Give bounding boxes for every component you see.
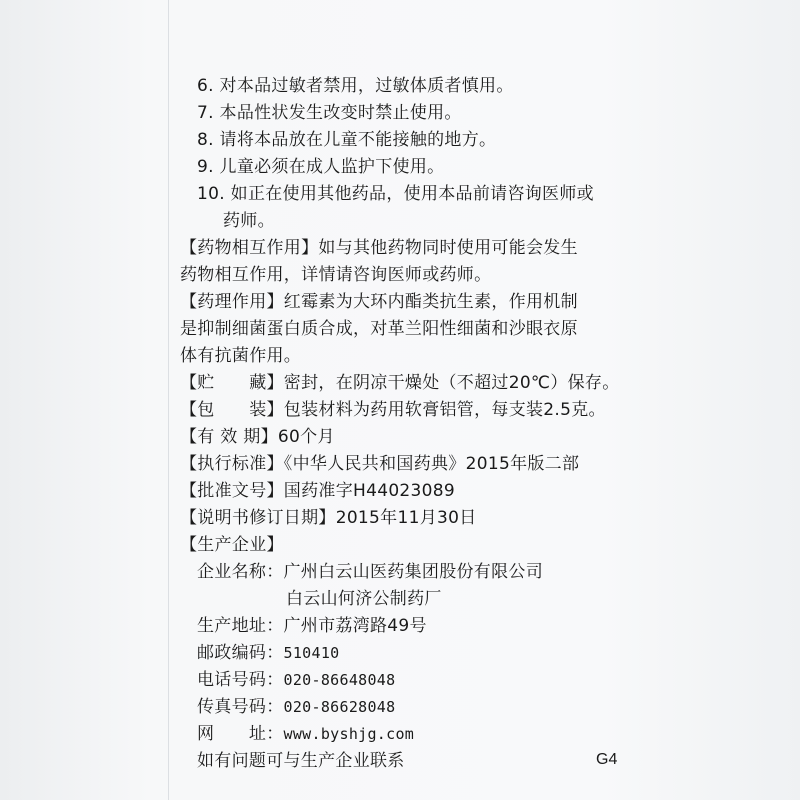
warning-item-10-line1: 10. 如正在使用其他药品，使用本品前请咨询医师或 [197, 184, 594, 204]
manufacturer-web-value: www.byshjg.com [283, 725, 415, 743]
manufacturer-postcode-label: 邮政编码： [197, 643, 284, 663]
pharmacology-line3: 体有抗菌作用。 [180, 346, 302, 366]
manufacturer-web-row [197, 722, 414, 746]
validity: 【有 效 期】60个月 [180, 427, 335, 447]
manufacturer-address-row [197, 614, 427, 638]
revision-date: 【说明书修订日期】2015年11月30日 [180, 508, 477, 528]
pharmacology-line1: 【药理作用】红霉素为大环内酯类抗生素，作用机制 [180, 292, 578, 312]
contact-note: 如有问题可与生产企业联系 [197, 751, 405, 771]
manufacturer-fax-value: 020-86628048 [283, 698, 396, 716]
manufacturer-address-value: 广州市荔湾路49号 [283, 616, 427, 636]
storage: 【贮 藏】密封，在阴凉干燥处（不超过20℃）保存。 [180, 373, 620, 393]
page-code: G4 [596, 751, 618, 768]
manufacturer-name-row [197, 560, 543, 584]
interactions-line1: 【药物相互作用】如与其他药物同时使用可能会发生 [180, 238, 578, 258]
manufacturer-name-label: 企业名称： [197, 562, 284, 582]
warning-item-9: 9. 儿童必须在成人监护下使用。 [197, 157, 445, 177]
manufacturer-postcode-row [197, 641, 340, 665]
standard: 【执行标准】《中华人民共和国药典》2015年版二部 [180, 454, 580, 474]
manufacturer-phone-row [197, 668, 395, 692]
manufacturer-name-value1: 广州白云山医药集团股份有限公司 [283, 562, 543, 582]
manufacturer-phone-label: 电话号码： [197, 670, 284, 690]
manufacturer-fax-label: 传真号码： [197, 697, 284, 717]
interactions-line2: 药物相互作用，详情请咨询医师或药师。 [180, 265, 492, 285]
manufacturer-phone-value: 020-86648048 [283, 671, 396, 689]
manufacturer-address-label: 生产地址： [197, 616, 284, 636]
packaging: 【包 装】包装材料为药用软膏铝管，每支装2.5克。 [180, 400, 606, 420]
pharmacology-line2: 是抑制细菌蛋白质合成，对革兰阳性细菌和沙眼衣原 [180, 319, 578, 339]
approval-number: 【批准文号】国药准字H44023089 [180, 481, 456, 501]
manufacturer-web-label: 网 址： [197, 724, 284, 744]
warning-item-10-line2: 药师。 [223, 211, 275, 231]
manufacturer-postcode-value: 510410 [283, 644, 340, 662]
warning-item-8: 8. 请将本品放在儿童不能接触的地方。 [197, 130, 497, 150]
warning-item-6: 6. 对本品过敏者禁用，过敏体质者慎用。 [197, 76, 514, 96]
manufacturer-name-value2: 白云山何济公制药厂 [286, 589, 442, 609]
warning-item-7: 7. 本品性状发生改变时禁止使用。 [197, 103, 462, 123]
manufacturer-heading: 【生产企业】 [180, 535, 284, 555]
manufacturer-fax-row [197, 695, 395, 719]
